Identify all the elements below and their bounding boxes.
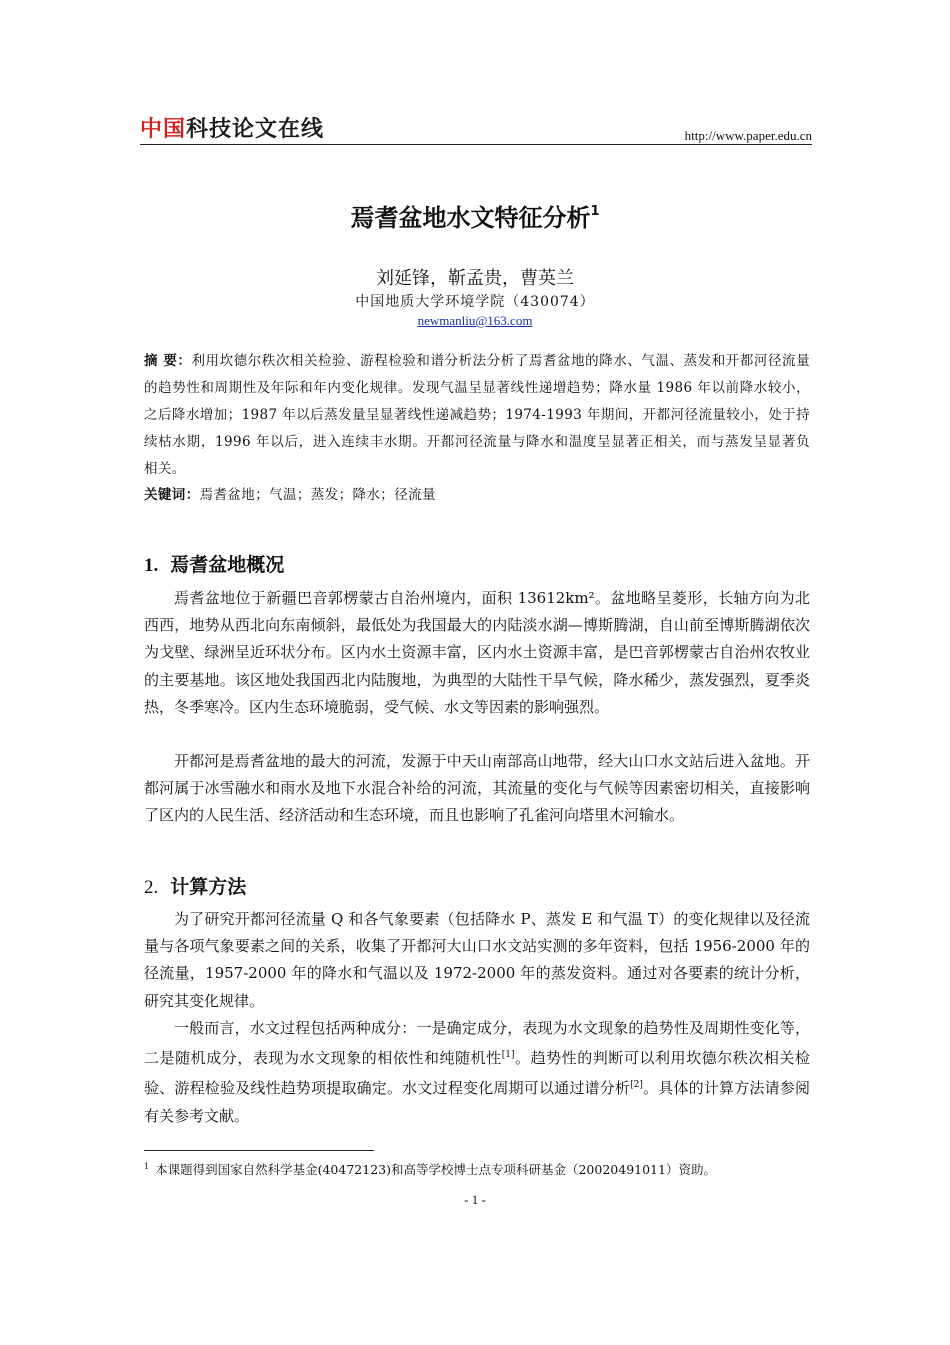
paper-affiliation: 中国地质大学环境学院（430074） [355, 294, 595, 310]
section-title: 计算方法 [170, 876, 247, 898]
abstract [144, 348, 810, 483]
keywords-label: 关键词： [144, 487, 200, 503]
page-header [140, 112, 812, 146]
section-title: 焉耆盆地概况 [170, 554, 285, 576]
section-2-paragraph-1: 为了研究开都河径流量 Q 和各气象要素（包括降水 P、蒸发 E 和气温 T）的变化规律以及径流量与各项气象要素之间的关系，收集了开都河大山口水文站实测的多年资料，包括 1956-2000 年的径流量，1957-2000 年的降水和气温以及 1972-2000 年的蒸发资料。通过对各要素的统计分析，研究其变化规律。 [144, 910, 810, 1010]
page-number: - 1 - [464, 1192, 486, 1207]
footnote [144, 1160, 810, 1178]
section-2-heading [144, 872, 246, 899]
keywords [144, 482, 810, 509]
paper-title [0, 198, 950, 233]
citation-ref[interactable]: [2] [630, 1080, 643, 1091]
keywords-text: 焉耆盆地；气温；蒸发；降水；径流量 [199, 487, 436, 503]
abstract-text: 利用坎德尔秩次相关检验、游程检验和谱分析法分析了焉耆盆地的降水、气温、蒸发和开都河径流量的趋势性和周期性及年际和年内变化规律。发现气温呈显著线性递增趋势；降水量 1986 年以前降水较小，之后降水增加；1987 年以后蒸发量呈显著线性递减趋势；1974-1993 年期间，开都河径流量较小，处于持续枯水期，1996 年以后，进入连续丰水期。开都河径流量与降水和温度呈显著正相关，而与蒸发呈显著负相关。 [144, 353, 810, 477]
paper-authors: 刘延锋，靳孟贵，曹英兰 [376, 268, 574, 289]
site-url[interactable]: http://www.paper.edu.cn [684, 128, 812, 143]
logo-black-text: 科技论文在线 [186, 117, 325, 142]
abstract-label: 摘 要： [144, 353, 192, 369]
title-footnote-mark: 1 [590, 204, 600, 219]
section-1-paragraph-2: 开都河是焉耆盆地的最大的河流，发源于中天山南部高山地带，经大山口水文站后进入盆地。开都河属于冰雪融水和雨水及地下水混合补给的河流，其流量的变化与气候等因素密切相关，直接影响了区内的人民生活、经济活动和生态环境，而且也影响了孔雀河向塔里木河输水。 [144, 752, 810, 825]
section-number: 2. [144, 877, 159, 898]
site-logo[interactable] [140, 112, 324, 143]
paper-title-text: 焉耆盆地水文特征分析 [350, 204, 591, 232]
section-number: 1. [144, 555, 159, 576]
footnote-divider [144, 1150, 374, 1151]
footnote-text: 本课题得到国家自然科学基金(40472123)和高等学校博士点专项科研基金（20020491011）资助。 [155, 1162, 716, 1177]
footnote-mark: 1 [144, 1161, 150, 1171]
author-email-link[interactable]: newmanliu@163.com [417, 313, 533, 328]
header-divider [140, 144, 812, 145]
section-1-heading [144, 550, 284, 577]
section-1-paragraph-1: 焉耆盆地位于新疆巴音郭楞蒙古自治州境内，面积 13612km²。盆地略呈菱形，长轴方向为北西西，地势从西北向东南倾斜，最低处为我国最大的内陆淡水湖—博斯腾湖，自山前至博斯腾湖依次为戈壁、绿洲呈近环状分布。区内水土资源丰富，区内水土资源丰富，是巴音郭楞蒙古自治州农牧业的主要基地。该区地处我国西北内陆腹地，为典型的大陆性干旱气候，降水稀少，蒸发强烈，夏季炎热，冬季寒冷。区内生态环境脆弱，受气候、水文等因素的影响强烈。 [144, 589, 810, 716]
citation-ref[interactable]: [1] [501, 1050, 515, 1061]
logo-red-text: 中国 [140, 117, 187, 142]
section-2-paragraph-2: 一般而言，水文过程包括两种成分：一是确定成分，表现为水文现象的趋势性及周期性变化等，二是随机成分，表现为水文现象的相依性和纯随机性[1]。趋势性的判断可以利用坎德尔秩次相关检验、游程检验及线性趋势项提取确定。水文过程变化周期可以通过谱分析[2]。具体的计算方法请参阅有关参考文献。 [144, 1019, 810, 1125]
